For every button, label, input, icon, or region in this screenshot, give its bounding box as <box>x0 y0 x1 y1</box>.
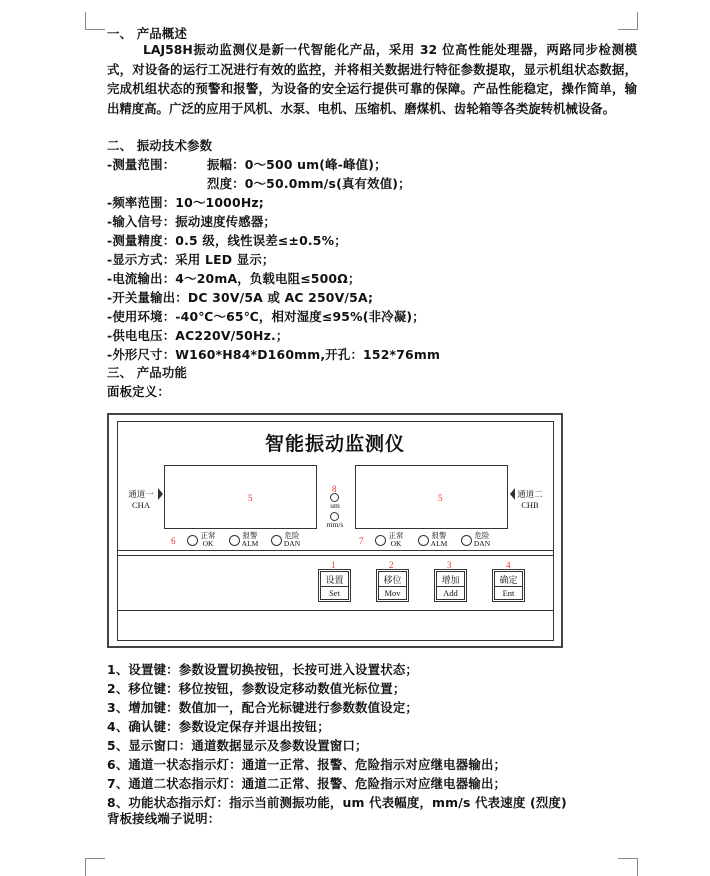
panel-divider <box>117 610 554 611</box>
crop-mark <box>85 29 105 30</box>
function-indicator-number: 8 <box>332 484 337 494</box>
channel-1-cn: 通道一 <box>128 489 154 499</box>
ent-button-cn: 确定 <box>495 574 522 587</box>
set-button-cn: 设置 <box>321 574 348 587</box>
led-label <box>198 532 218 548</box>
led-label-en: ALM <box>430 539 448 548</box>
range-velocity: 烈度：0～50.0mm/s(真有效值)； <box>207 176 411 191</box>
note-item: 6、通道一状态指示灯：通道一正常、报警、危险指示对应继电器输出； <box>107 757 507 772</box>
panel-divider <box>117 550 554 551</box>
button-number: 1 <box>331 560 336 570</box>
channel-1-en: CHA <box>132 500 150 510</box>
led-label <box>429 532 449 548</box>
section-2-title: 二、 振动技术参数 <box>107 138 213 153</box>
mov-button-cn: 移位 <box>379 574 406 587</box>
spec-line: -频率范围：10～1000Hz; <box>107 195 264 210</box>
channel-1-led-number: 6 <box>171 536 176 546</box>
note-item: 5、显示窗口：通道数据显示及参数设置窗口； <box>107 738 368 753</box>
note-item: 8、功能状态指示灯：指示当前测振功能，um 代表幅度，mm/s 代表速度 (烈度) <box>107 795 567 810</box>
panel-definition-label: 面板定义： <box>107 384 170 399</box>
crop-mark <box>618 858 638 859</box>
spec-line: -开关量输出：DC 30V/5A 或 AC 250V/5A; <box>107 290 374 305</box>
um-label: um <box>330 501 340 510</box>
mov-button-en: Mov <box>384 588 401 598</box>
display-number: 5 <box>438 493 443 503</box>
display-number: 5 <box>248 493 253 503</box>
led-label-cn: 危险 <box>284 531 300 540</box>
section-1-title: 一、 产品概述 <box>107 26 188 41</box>
channel-2-cn: 通道二 <box>517 489 543 499</box>
alarm-led-icon <box>229 535 240 546</box>
alarm-led-icon <box>418 535 429 546</box>
spec-line: -显示方式：采用 LED 显示； <box>107 252 275 267</box>
section-3-title: 三、 产品功能 <box>107 365 188 380</box>
led-label-cn: 正常 <box>200 531 216 540</box>
spec-line: -供电电压：AC220V/50Hz.； <box>107 328 289 343</box>
led-label-en: DAN <box>473 539 491 548</box>
led-label-en: ALM <box>241 539 259 548</box>
led-label-cn: 危险 <box>474 531 490 540</box>
crop-mark <box>85 858 105 859</box>
set-button-en: Set <box>329 588 340 598</box>
spec-line: -测量精度：0.5 级，线性误差≤±0.5%； <box>107 233 347 248</box>
channel-2-display <box>355 465 508 529</box>
range-label: -测量范围： <box>107 157 176 172</box>
button-number: 2 <box>389 560 394 570</box>
add-button[interactable] <box>436 571 465 600</box>
channel-2-en: CHB <box>521 500 539 510</box>
ent-button-en: Ent <box>502 588 515 598</box>
crop-mark <box>637 12 638 30</box>
danger-led-icon <box>461 535 472 546</box>
led-label <box>282 532 302 548</box>
channel-1-display <box>164 465 317 529</box>
note-item: 1、设置键：参数设置切换按钮，长按可进入设置状态； <box>107 662 418 677</box>
set-button[interactable] <box>320 571 349 600</box>
led-label <box>240 532 260 548</box>
led-label <box>472 532 492 548</box>
crop-mark <box>618 29 638 30</box>
spec-line: -电流输出：4～20mA，负载电阻≤500Ω； <box>107 271 361 286</box>
channel-2-label <box>510 489 550 511</box>
crop-mark <box>85 12 86 30</box>
note-item: 3、增加键：数值加一，配合光标键进行参数数值设定； <box>107 700 418 715</box>
note-item: 4、确认键：参数设定保存并退出按钮； <box>107 719 330 734</box>
panel-divider <box>117 555 554 556</box>
panel-title: 智能振动监测仪 <box>264 433 405 455</box>
mov-button[interactable] <box>378 571 407 600</box>
add-button-en: Add <box>443 588 458 598</box>
led-label-cn: 正常 <box>388 531 404 540</box>
led-label-en: OK <box>202 539 214 548</box>
led-label <box>386 532 406 548</box>
chevron-left-icon <box>510 488 515 500</box>
spec-line: -输入信号：振动速度传感器； <box>107 214 277 229</box>
led-label-en: OK <box>390 539 402 548</box>
led-label-en: DAN <box>283 539 301 548</box>
led-label-cn: 报警 <box>431 531 447 540</box>
chevron-right-icon <box>158 488 163 500</box>
product-overview-paragraph: LAJ58H振动监测仪是新一代智能化产品，采用 32 位高性能处理器，两路同步检测模式，对设备的运行工况进行有效的监控，并将相关数据进行特征参数提取，显示机组状态数据，完成机组状态的预警和报警，为设备的安全运行提供可靠的保障。产品性能稳定，操作简单，输出精度高。广泛的应用于风机、水泵、电机、压缩机、磨煤机、齿轮箱等各类旋转机械设备。 <box>107 42 637 117</box>
led-label-cn: 报警 <box>242 531 258 540</box>
crop-mark <box>85 858 86 876</box>
button-number: 3 <box>447 560 452 570</box>
note-item: 背板接线端子说明： <box>107 811 221 826</box>
button-number: 4 <box>506 560 511 570</box>
danger-led-icon <box>271 535 282 546</box>
ent-button[interactable] <box>494 571 523 600</box>
channel-2-led-number: 7 <box>359 536 364 546</box>
crop-mark <box>637 858 638 876</box>
mms-label: mm/s <box>326 520 344 529</box>
ok-led-icon <box>375 535 386 546</box>
ok-led-icon <box>187 535 198 546</box>
channel-1-label <box>121 489 161 511</box>
note-item: 7、通道二状态指示灯：通道二正常、报警、危险指示对应继电器输出； <box>107 776 507 791</box>
range-amplitude: 振幅：0～500 um(峰-峰值)； <box>207 157 387 172</box>
add-button-cn: 增加 <box>437 574 464 587</box>
spec-line: -外形尺寸：W160*H84*D160mm,开孔：152*76mm <box>107 347 441 362</box>
spec-line: -使用环境：-40℃～65℃，相对湿度≤95%(非冷凝)； <box>107 309 425 324</box>
note-item: 2、移位键：移位按钮，参数设定移动数值光标位置； <box>107 681 406 696</box>
